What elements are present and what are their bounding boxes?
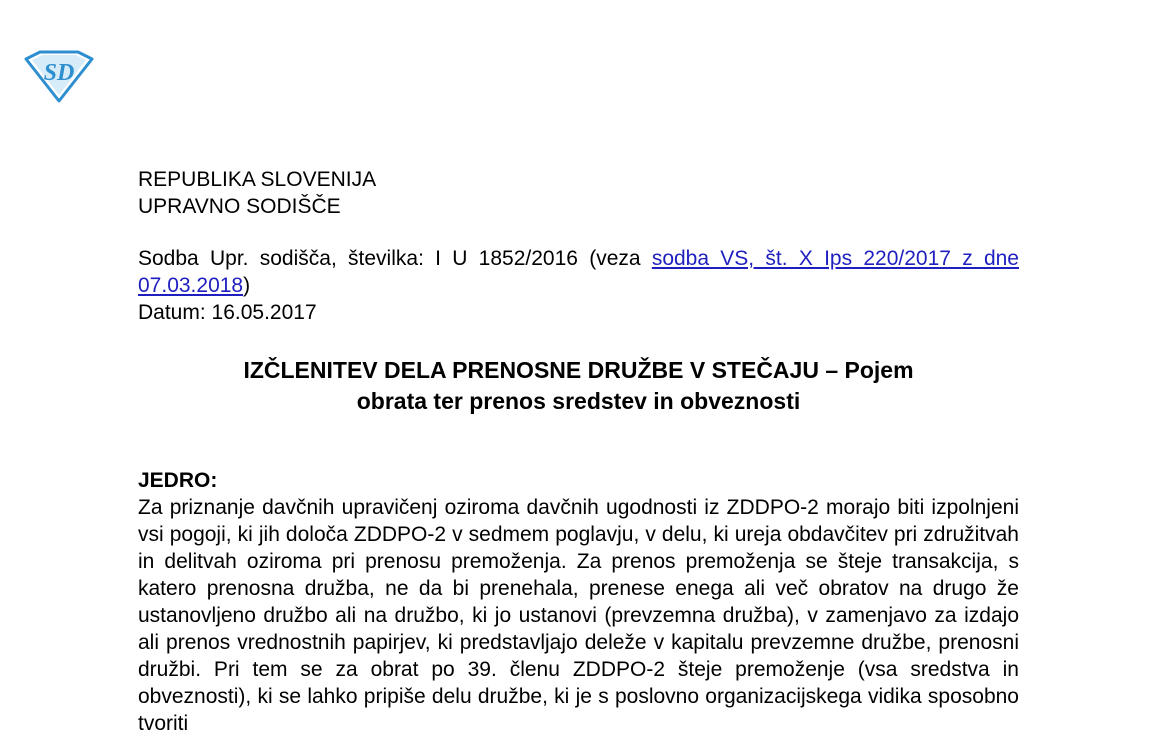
reference-suffix: )	[243, 274, 251, 297]
jedro-heading: JEDRO:	[138, 469, 218, 492]
court-header	[138, 166, 376, 220]
reference-prefix: Sodba Upr. sodišča, številka: I U 1852/2016 (veza	[138, 247, 652, 270]
title-line-2: obrata ter prenos sredstev in obveznosti	[356, 388, 801, 414]
court-name: UPRAVNO SODIŠČE	[138, 195, 341, 218]
jedro-text: Za priznanje davčnih upravičenj oziroma davčnih ugodnosti iz ZDDPO-2 morajo biti izpolnjeni vsi pogoji, ki jih določa ZDDPO-2 v sedmem poglavju, v delu, ki ureja obdavčitev pri združitvah in delitvah oziroma pri prenosu premoženja. Za prenos premoženja se šteje transakcija, s katero prenosna družba, ne da bi prenehala, prenese enega ali več obratov na drugo že ustanovljeno družbo ali na družbo, ki jo ustanovi (prevzemna družba), v zamenjavo za izdajo ali prenos vrednostnih papirjev, ki predstavljajo deleže v kapitalu prevzemne družbe, prenosni družbi. Pri tem se za obrat po 39. členu ZDDPO-2 šteje premoženje (vsa sredstva in obveznosti), ki se lahko pripiše delu družbe, ki je s poslovno organizacijskega vidika sposobno tvoriti	[138, 496, 1019, 735]
country-name: REPUBLIKA SLOVENIJA	[138, 168, 377, 191]
title-line-1: IZČLENITEV DELA PRENOSNE DRUŽBE V STEČAJU – Pojem	[243, 357, 914, 383]
court-logo	[22, 49, 96, 103]
sodnik-logo-icon	[22, 49, 96, 103]
document-title	[138, 355, 1019, 417]
case-reference	[138, 245, 1019, 326]
reference-line	[138, 245, 1019, 299]
logo-letters: SD	[43, 60, 75, 86]
decision-date: Datum: 16.05.2017	[138, 301, 317, 324]
related-judgment-link[interactable]: sodba VS, št. X Ips 220/2017 z dne 07.03.2018	[138, 247, 1019, 297]
